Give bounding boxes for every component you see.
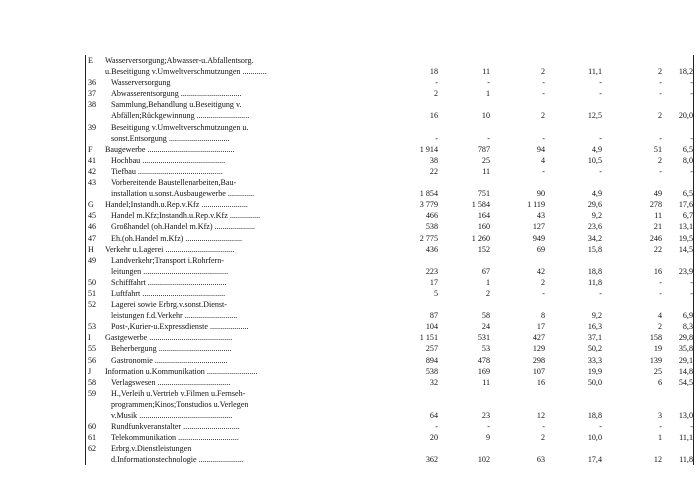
row-label: leitungen .......................................... bbox=[111, 266, 229, 276]
value-cell: 6,5 bbox=[682, 144, 693, 154]
value-cell: 17,4 bbox=[587, 455, 602, 465]
value-cell: 20,0 bbox=[678, 111, 693, 121]
value-cell: 19,5 bbox=[678, 233, 693, 243]
value-cell: 2 bbox=[540, 277, 545, 287]
value-cell: 38 bbox=[429, 155, 438, 165]
row-label: programmen;Kinos;Tonstudios u.Verlegen bbox=[111, 399, 249, 409]
table-row bbox=[85, 366, 694, 377]
value-cell: 16,3 bbox=[587, 322, 602, 332]
value-cell: 1 854 bbox=[419, 189, 438, 199]
row-label: Erbrg.v.Dienstleistungen bbox=[111, 444, 192, 454]
value-cell: 751 bbox=[477, 189, 490, 199]
value-cell: 24 bbox=[481, 322, 490, 332]
value-cell: 17 bbox=[429, 277, 438, 287]
row-label: installation u.sonst.Ausbaugewerbe ............. bbox=[111, 189, 255, 199]
value-cell: 10,5 bbox=[587, 155, 602, 165]
row-code: 56 bbox=[88, 355, 97, 365]
value-cell: 9,2 bbox=[591, 311, 602, 321]
row-label: Gastgewerbe ......................................... bbox=[105, 333, 233, 343]
value-cell: - bbox=[599, 89, 602, 99]
table-row bbox=[85, 388, 694, 399]
table-row bbox=[85, 255, 694, 266]
value-cell: 169 bbox=[477, 366, 490, 376]
table-row bbox=[85, 166, 694, 177]
value-cell: 51 bbox=[653, 144, 662, 154]
value-cell: 164 bbox=[477, 211, 490, 221]
value-cell: - bbox=[659, 133, 662, 143]
row-label: Tiefbau .......................................... bbox=[111, 166, 223, 176]
value-cell: 43 bbox=[536, 211, 545, 221]
row-code: G bbox=[88, 200, 94, 210]
row-label: u.Beseitigung v.Umweltverschmutzungen ............ bbox=[105, 67, 267, 77]
value-cell: 16 bbox=[536, 377, 545, 387]
value-cell: 2 bbox=[540, 433, 545, 443]
value-cell: 223 bbox=[425, 266, 438, 276]
value-cell: - bbox=[542, 78, 545, 88]
value-cell: - bbox=[690, 277, 693, 287]
value-cell: 50,0 bbox=[587, 377, 602, 387]
table-row bbox=[85, 310, 694, 321]
value-cell: 22 bbox=[653, 244, 662, 254]
value-cell: 466 bbox=[425, 211, 438, 221]
value-cell: 1 bbox=[485, 89, 490, 99]
row-label: Baugewerbe ........................................... bbox=[105, 144, 235, 154]
value-cell: - bbox=[599, 288, 602, 298]
value-cell: 8 bbox=[540, 311, 545, 321]
value-cell: 2 bbox=[540, 67, 545, 77]
row-label: Beherbergung .................................... bbox=[111, 344, 232, 354]
value-cell: - bbox=[599, 422, 602, 432]
row-code: 49 bbox=[88, 255, 97, 265]
row-label: Eh.(oh.Handel m.Kfz) ............................ bbox=[111, 233, 243, 243]
value-cell: 4,9 bbox=[591, 144, 602, 154]
value-cell: - bbox=[599, 133, 602, 143]
table-row bbox=[85, 199, 694, 210]
value-cell: 22 bbox=[429, 166, 438, 176]
value-cell: 104 bbox=[425, 322, 438, 332]
table-row bbox=[85, 377, 694, 388]
value-cell: 949 bbox=[532, 233, 545, 243]
table-row bbox=[85, 299, 694, 310]
row-label: Schifffahrt ....................................... bbox=[111, 277, 227, 287]
value-cell: 11,8 bbox=[679, 455, 693, 465]
value-cell: - bbox=[487, 133, 490, 143]
row-code: 38 bbox=[88, 100, 97, 110]
row-label: H.,Verleih u.Vertrieb v.Filmen u.Fernseh- bbox=[111, 388, 246, 398]
value-cell: 1 260 bbox=[471, 233, 490, 243]
value-cell: - bbox=[659, 166, 662, 176]
table-row bbox=[85, 177, 694, 188]
value-cell: 2 bbox=[657, 67, 662, 77]
value-cell: 13,0 bbox=[678, 411, 693, 420]
row-code: J bbox=[88, 366, 92, 376]
row-label: Luftfahrt ......................................... bbox=[111, 288, 226, 298]
value-cell: 8,3 bbox=[682, 322, 693, 332]
value-cell: 3 779 bbox=[419, 200, 438, 210]
value-cell: 32 bbox=[429, 377, 438, 387]
value-cell: 2 775 bbox=[419, 233, 438, 243]
value-cell: 25 bbox=[653, 366, 662, 376]
value-cell: 69 bbox=[536, 244, 545, 254]
value-cell: 2 bbox=[657, 322, 662, 332]
row-label: Landverkehr;Transport i.Rohrfern- bbox=[111, 255, 224, 265]
value-cell: 1 bbox=[485, 277, 490, 287]
row-code: 51 bbox=[88, 288, 97, 298]
row-label: Rundfunkveranstalter ............................ bbox=[111, 422, 240, 432]
row-label: Lagerei sowie Erbrg.v.sonst.Dienst- bbox=[111, 300, 227, 310]
value-cell: 427 bbox=[532, 333, 545, 343]
value-cell: 64 bbox=[429, 411, 438, 420]
value-cell: 531 bbox=[477, 333, 490, 343]
statistics-table bbox=[85, 55, 694, 465]
value-cell: 5 bbox=[433, 288, 438, 298]
value-cell: 4 bbox=[657, 311, 662, 321]
value-cell: 14,8 bbox=[678, 366, 693, 376]
table-row bbox=[85, 277, 694, 288]
value-cell: - bbox=[690, 133, 693, 143]
value-cell: - bbox=[690, 78, 693, 88]
value-cell: - bbox=[435, 78, 438, 88]
value-cell: 478 bbox=[477, 355, 490, 365]
row-code: E bbox=[88, 56, 93, 65]
table-row bbox=[85, 410, 694, 421]
table-row bbox=[85, 244, 694, 255]
row-code: 42 bbox=[88, 166, 97, 176]
row-label: d.Informationstechnologie ...................... bbox=[111, 455, 244, 465]
value-cell: 6,5 bbox=[682, 189, 693, 199]
value-cell: 54,5 bbox=[678, 377, 693, 387]
value-cell: 20 bbox=[429, 433, 438, 443]
value-cell: 127 bbox=[532, 222, 545, 232]
value-cell: 9,2 bbox=[591, 211, 602, 221]
value-cell: 158 bbox=[649, 333, 662, 343]
row-label: Post-,Kurier-u.Expressdienste ................... bbox=[111, 322, 249, 332]
table-row bbox=[85, 210, 694, 221]
row-code: 52 bbox=[88, 300, 97, 310]
row-code: I bbox=[88, 333, 91, 343]
value-cell: - bbox=[690, 166, 693, 176]
value-cell: 10,0 bbox=[587, 433, 602, 443]
value-cell: 4 bbox=[540, 155, 545, 165]
value-cell: 102 bbox=[477, 455, 490, 465]
table-row bbox=[85, 188, 694, 199]
value-cell: 11 bbox=[654, 211, 662, 221]
row-code: 43 bbox=[88, 178, 97, 188]
row-label: Verkehr u.Lagerei .................................. bbox=[105, 244, 235, 254]
table-row bbox=[85, 55, 694, 66]
value-cell: 152 bbox=[477, 244, 490, 254]
row-code: 61 bbox=[88, 433, 97, 443]
value-cell: 139 bbox=[649, 355, 662, 365]
row-code: 55 bbox=[88, 344, 97, 354]
value-cell: 29,8 bbox=[678, 333, 693, 343]
row-code: 62 bbox=[88, 444, 97, 454]
table-row bbox=[85, 122, 694, 133]
value-cell: 3 bbox=[657, 411, 662, 420]
row-label: Gastronomie .................................... bbox=[111, 355, 228, 365]
value-cell: 12 bbox=[653, 455, 662, 465]
row-code: 58 bbox=[88, 377, 97, 387]
row-label: Wasserversorgung bbox=[111, 78, 171, 88]
table-row bbox=[85, 355, 694, 366]
value-cell: 29,6 bbox=[587, 200, 602, 210]
value-cell: 90 bbox=[536, 189, 545, 199]
value-cell: 37,1 bbox=[587, 333, 602, 343]
value-cell: 787 bbox=[477, 144, 490, 154]
row-code: F bbox=[88, 144, 93, 154]
value-cell: 49 bbox=[653, 189, 662, 199]
value-cell: 4,9 bbox=[591, 189, 602, 199]
value-cell: 1 119 bbox=[527, 200, 545, 210]
row-code: 53 bbox=[88, 322, 97, 332]
value-cell: 2 bbox=[657, 111, 662, 121]
row-code: 41 bbox=[88, 155, 97, 165]
row-code: H bbox=[88, 244, 94, 254]
value-cell: - bbox=[599, 78, 602, 88]
value-cell: - bbox=[659, 277, 662, 287]
value-cell: 53 bbox=[481, 344, 490, 354]
value-cell: 29,1 bbox=[678, 355, 693, 365]
value-cell: 11,1 bbox=[588, 67, 602, 77]
value-cell: - bbox=[690, 288, 693, 298]
row-code: 37 bbox=[88, 89, 97, 99]
row-label: v.Musik .............................................. bbox=[111, 411, 233, 420]
value-cell: 6,7 bbox=[682, 211, 693, 221]
row-label: Wasserversorgung;Abwasser-u.Abfallentsorg. bbox=[105, 56, 254, 65]
value-cell: 2 bbox=[433, 89, 438, 99]
value-cell: - bbox=[542, 288, 545, 298]
table-row bbox=[85, 110, 694, 121]
value-cell: 11 bbox=[482, 377, 490, 387]
value-cell: 23,6 bbox=[587, 222, 602, 232]
value-cell: 16 bbox=[429, 111, 438, 121]
value-cell: - bbox=[542, 422, 545, 432]
value-cell: 298 bbox=[532, 355, 545, 365]
row-label: Vorbereitende Baustellenarbeiten,Bau- bbox=[111, 178, 237, 188]
table-row bbox=[85, 133, 694, 144]
row-label: Hochbau ......................................... bbox=[111, 155, 226, 165]
value-cell: 8,0 bbox=[682, 155, 693, 165]
value-cell: 2 bbox=[485, 288, 490, 298]
value-cell: 17,6 bbox=[678, 200, 693, 210]
value-cell: 50,2 bbox=[587, 344, 602, 354]
value-cell: 87 bbox=[429, 311, 438, 321]
table-row bbox=[85, 343, 694, 354]
row-label: Sammlung,Behandlung u.Beseitigung v. bbox=[111, 100, 242, 110]
value-cell: 42 bbox=[536, 266, 545, 276]
value-cell: 11,8 bbox=[588, 277, 602, 287]
value-cell: 160 bbox=[477, 222, 490, 232]
row-label: Telekommunikation .............................. bbox=[111, 433, 239, 443]
value-cell: 894 bbox=[425, 355, 438, 365]
value-cell: 18,2 bbox=[678, 67, 693, 77]
value-cell: 2 bbox=[540, 111, 545, 121]
table-row bbox=[85, 443, 694, 454]
value-cell: 18,8 bbox=[587, 266, 602, 276]
table-row bbox=[85, 288, 694, 299]
row-label: Abfällen;Rückgewinnung .......................... bbox=[111, 111, 250, 121]
row-label: leistungen f.d.Verkehr .......................... bbox=[111, 311, 238, 321]
table-row bbox=[85, 99, 694, 110]
row-label: Verlagswesen .................................... bbox=[111, 377, 231, 387]
row-code: 59 bbox=[88, 388, 97, 398]
table-row bbox=[85, 144, 694, 155]
value-cell: - bbox=[487, 78, 490, 88]
value-cell: 129 bbox=[532, 344, 545, 354]
table-row bbox=[85, 77, 694, 88]
value-cell: - bbox=[659, 422, 662, 432]
value-cell: - bbox=[659, 89, 662, 99]
value-cell: 436 bbox=[425, 244, 438, 254]
value-cell: 15,8 bbox=[587, 244, 602, 254]
table-row bbox=[85, 332, 694, 343]
value-cell: - bbox=[542, 133, 545, 143]
table-row bbox=[85, 66, 694, 77]
value-cell: 25 bbox=[481, 155, 490, 165]
table-row bbox=[85, 432, 694, 443]
table-row bbox=[85, 454, 694, 465]
table-row bbox=[85, 88, 694, 99]
row-code: 36 bbox=[88, 78, 97, 88]
value-cell: 12 bbox=[536, 411, 545, 420]
value-cell: 14,5 bbox=[678, 244, 693, 254]
value-cell: 58 bbox=[481, 311, 490, 321]
row-code: 47 bbox=[88, 233, 97, 243]
row-label: Großhandel (oh.Handel m.Kfz) .................... bbox=[111, 222, 256, 232]
value-cell: 2 bbox=[657, 155, 662, 165]
value-cell: 362 bbox=[425, 455, 438, 465]
row-label: Abwasserentsorgung .............................. bbox=[111, 89, 242, 99]
value-cell: 6,9 bbox=[682, 311, 693, 321]
value-cell: - bbox=[659, 288, 662, 298]
value-cell: 278 bbox=[649, 200, 662, 210]
value-cell: - bbox=[487, 422, 490, 432]
row-code: 46 bbox=[88, 222, 97, 232]
value-cell: 16 bbox=[653, 266, 662, 276]
row-code: 39 bbox=[88, 122, 97, 132]
value-cell: 1 bbox=[657, 433, 662, 443]
value-cell: 6 bbox=[657, 377, 662, 387]
table-row bbox=[85, 266, 694, 277]
value-cell: 246 bbox=[649, 233, 662, 243]
value-cell: - bbox=[599, 166, 602, 176]
value-cell: 538 bbox=[425, 222, 438, 232]
value-cell: 13,1 bbox=[678, 222, 693, 232]
row-label: Handel m.Kfz;Instandh.u.Rep.v.Kfz ............... bbox=[111, 211, 261, 221]
value-cell: 19,9 bbox=[587, 366, 602, 376]
value-cell: 12,5 bbox=[587, 111, 602, 121]
value-cell: 10 bbox=[481, 111, 490, 121]
value-cell: - bbox=[659, 78, 662, 88]
value-cell: 23,9 bbox=[678, 266, 693, 276]
value-cell: 67 bbox=[481, 266, 490, 276]
value-cell: 538 bbox=[425, 366, 438, 376]
value-cell: - bbox=[435, 422, 438, 432]
value-cell: 35,8 bbox=[678, 344, 693, 354]
table-row bbox=[85, 155, 694, 166]
value-cell: 107 bbox=[532, 366, 545, 376]
value-cell: 18 bbox=[429, 67, 438, 77]
table-row bbox=[85, 221, 694, 232]
value-cell: - bbox=[435, 133, 438, 143]
value-cell: - bbox=[690, 422, 693, 432]
table-row bbox=[85, 399, 694, 410]
row-label: Handel;Instandh.u.Rep.v.Kfz ....................... bbox=[105, 200, 248, 210]
value-cell: 11 bbox=[482, 67, 490, 77]
row-label: sonst.Entsorgung .............................. bbox=[111, 133, 230, 143]
value-cell: 1 151 bbox=[419, 333, 438, 343]
value-cell: - bbox=[542, 166, 545, 176]
value-cell: 63 bbox=[536, 455, 545, 465]
value-cell: 17 bbox=[536, 322, 545, 332]
value-cell: 19 bbox=[653, 344, 662, 354]
value-cell: - bbox=[542, 89, 545, 99]
value-cell: 9 bbox=[485, 433, 490, 443]
value-cell: 11 bbox=[482, 166, 490, 176]
value-cell: 257 bbox=[425, 344, 438, 354]
row-label: Information u.Kommunikation ......................... bbox=[105, 366, 258, 376]
row-code: 60 bbox=[88, 422, 97, 432]
value-cell: 1 914 bbox=[419, 144, 438, 154]
value-cell: 23 bbox=[481, 411, 490, 420]
table-row bbox=[85, 321, 694, 332]
value-cell: 34,2 bbox=[587, 233, 602, 243]
value-cell: 11,1 bbox=[679, 433, 693, 443]
value-cell: 21 bbox=[653, 222, 662, 232]
value-cell: 1 584 bbox=[471, 200, 490, 210]
value-cell: 18,8 bbox=[587, 411, 602, 420]
value-cell: 94 bbox=[536, 144, 545, 154]
value-cell: 33,3 bbox=[587, 355, 602, 365]
value-cell: - bbox=[690, 89, 693, 99]
row-code: 45 bbox=[88, 211, 97, 221]
table-row bbox=[85, 421, 694, 432]
row-code: 50 bbox=[88, 277, 97, 287]
row-label: Beseitigung v.Umweltverschmutzungen u. bbox=[111, 122, 249, 132]
table-row bbox=[85, 233, 694, 244]
